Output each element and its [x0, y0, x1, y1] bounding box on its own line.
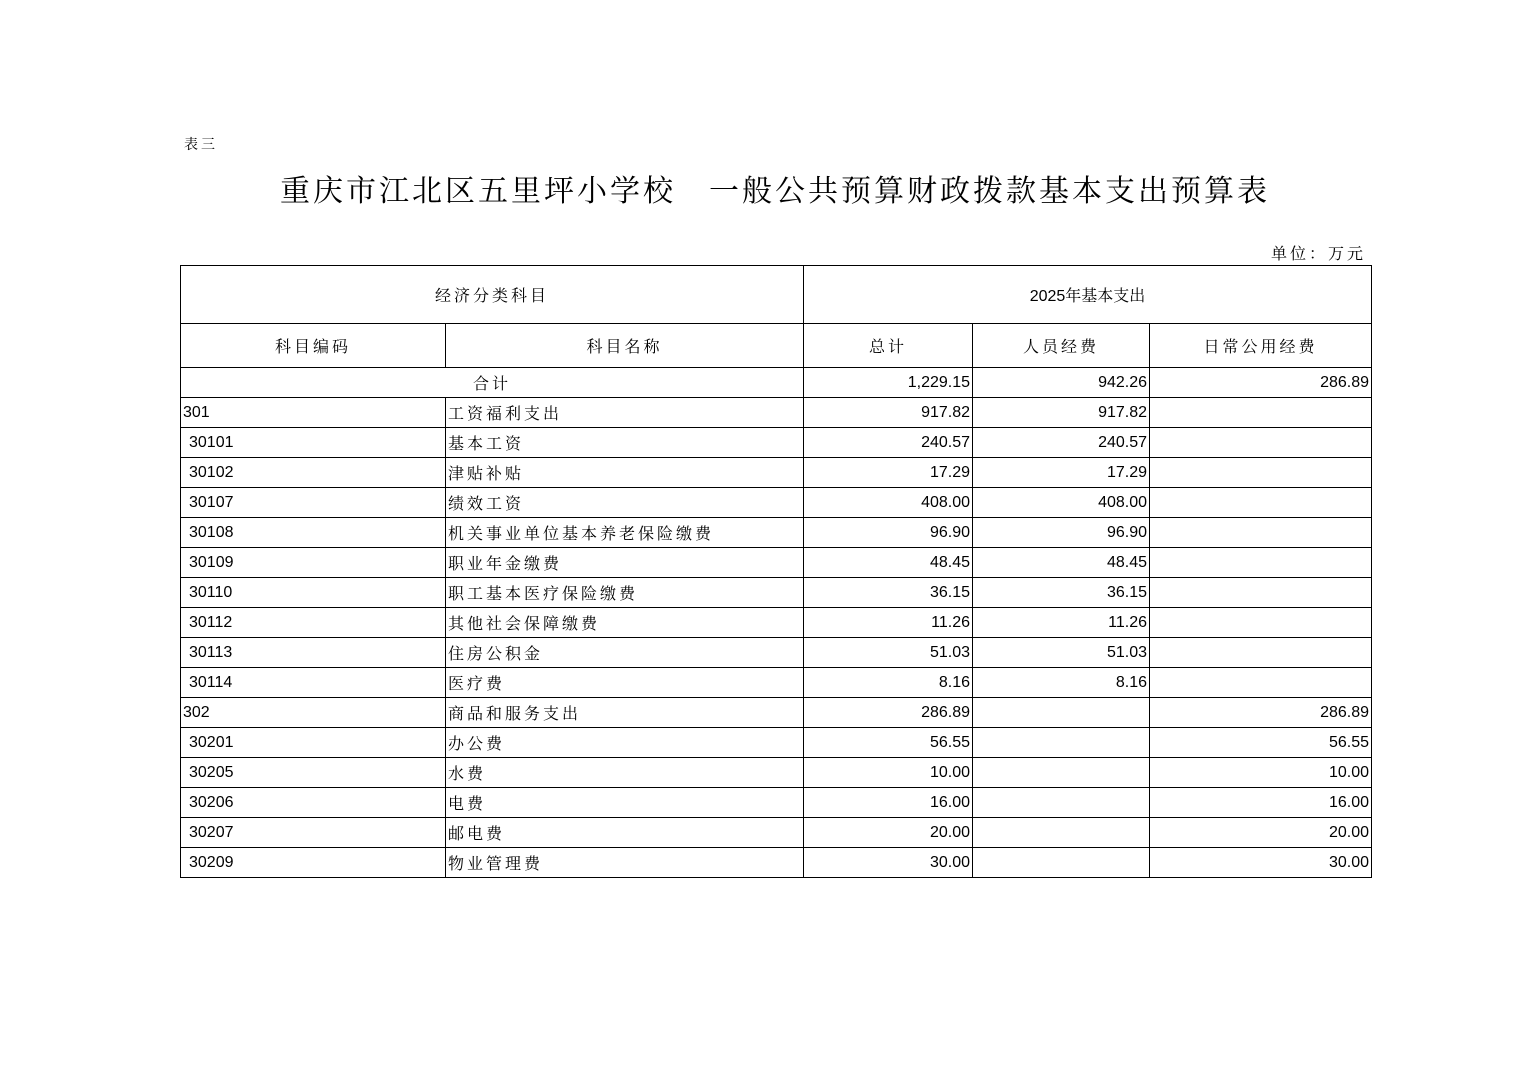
row-public	[1150, 518, 1372, 548]
row-name: 基本工资	[446, 428, 804, 458]
header-year-group: 2025年基本支出	[804, 266, 1372, 324]
header-economic-category: 经济分类科目	[181, 266, 804, 324]
row-total: 917.82	[804, 398, 973, 428]
unit-note: 单位：万元	[1270, 246, 1366, 263]
page-title: 重庆市江北区五里坪小学校 一般公共预算财政拨款基本支出预算表	[280, 175, 1270, 208]
table-row	[181, 848, 1372, 878]
row-code: 302	[181, 698, 446, 728]
row-total: 240.57	[804, 428, 973, 458]
row-code: 30102	[181, 458, 446, 488]
row-name: 职业年金缴费	[446, 548, 804, 578]
row-personnel: 8.16	[973, 668, 1150, 698]
row-public: 30.00	[1150, 848, 1372, 878]
row-public	[1150, 458, 1372, 488]
row-public	[1150, 398, 1372, 428]
summary-public: 286.89	[1150, 368, 1372, 398]
row-personnel	[973, 788, 1150, 818]
table-label: 表三	[184, 136, 218, 152]
table-row	[181, 728, 1372, 758]
row-public	[1150, 428, 1372, 458]
table-row	[181, 458, 1372, 488]
budget-table	[180, 265, 1372, 878]
table-row	[181, 578, 1372, 608]
row-code: 301	[181, 398, 446, 428]
row-code: 30110	[181, 578, 446, 608]
row-name: 电费	[446, 788, 804, 818]
row-code: 30107	[181, 488, 446, 518]
row-total: 408.00	[804, 488, 973, 518]
row-personnel: 240.57	[973, 428, 1150, 458]
row-total: 56.55	[804, 728, 973, 758]
row-name: 水费	[446, 758, 804, 788]
row-public: 286.89	[1150, 698, 1372, 728]
row-name: 机关事业单位基本养老保险缴费	[446, 518, 804, 548]
row-name: 绩效工资	[446, 488, 804, 518]
row-code: 30206	[181, 788, 446, 818]
row-personnel: 917.82	[973, 398, 1150, 428]
table-row	[181, 818, 1372, 848]
table-row	[181, 668, 1372, 698]
row-code: 30108	[181, 518, 446, 548]
row-personnel	[973, 758, 1150, 788]
row-personnel	[973, 848, 1150, 878]
row-public	[1150, 578, 1372, 608]
table-row	[181, 698, 1372, 728]
row-personnel: 36.15	[973, 578, 1150, 608]
row-name: 邮电费	[446, 818, 804, 848]
row-name: 职工基本医疗保险缴费	[446, 578, 804, 608]
header-total: 总计	[804, 324, 973, 368]
row-total: 36.15	[804, 578, 973, 608]
row-code: 30207	[181, 818, 446, 848]
row-public	[1150, 668, 1372, 698]
table-row	[181, 638, 1372, 668]
row-total: 10.00	[804, 758, 973, 788]
row-public	[1150, 608, 1372, 638]
row-total: 96.90	[804, 518, 973, 548]
row-code: 30109	[181, 548, 446, 578]
row-public	[1150, 488, 1372, 518]
table-row	[181, 758, 1372, 788]
row-name: 商品和服务支出	[446, 698, 804, 728]
row-personnel: 408.00	[973, 488, 1150, 518]
table-body	[181, 368, 1372, 878]
row-personnel: 51.03	[973, 638, 1150, 668]
table-row	[181, 548, 1372, 578]
row-total: 286.89	[804, 698, 973, 728]
row-public: 10.00	[1150, 758, 1372, 788]
table-row	[181, 608, 1372, 638]
row-personnel	[973, 728, 1150, 758]
row-personnel: 17.29	[973, 458, 1150, 488]
row-public: 16.00	[1150, 788, 1372, 818]
row-total: 20.00	[804, 818, 973, 848]
row-code: 30112	[181, 608, 446, 638]
row-name: 工资福利支出	[446, 398, 804, 428]
row-personnel	[973, 698, 1150, 728]
row-name: 其他社会保障缴费	[446, 608, 804, 638]
row-code: 30113	[181, 638, 446, 668]
row-name: 住房公积金	[446, 638, 804, 668]
header-public: 日常公用经费	[1150, 324, 1372, 368]
row-personnel	[973, 818, 1150, 848]
row-total: 11.26	[804, 608, 973, 638]
row-name: 津贴补贴	[446, 458, 804, 488]
summary-row	[181, 368, 1372, 398]
row-code: 30201	[181, 728, 446, 758]
row-total: 8.16	[804, 668, 973, 698]
row-name: 物业管理费	[446, 848, 804, 878]
row-name: 办公费	[446, 728, 804, 758]
table-row	[181, 788, 1372, 818]
table-row	[181, 428, 1372, 458]
header-name: 科目名称	[446, 324, 804, 368]
row-code: 30209	[181, 848, 446, 878]
summary-personnel: 942.26	[973, 368, 1150, 398]
row-code: 30101	[181, 428, 446, 458]
row-code: 30205	[181, 758, 446, 788]
table-row	[181, 518, 1372, 548]
row-total: 51.03	[804, 638, 973, 668]
header-personnel: 人员经费	[973, 324, 1150, 368]
table-row	[181, 398, 1372, 428]
row-total: 30.00	[804, 848, 973, 878]
row-public: 20.00	[1150, 818, 1372, 848]
row-total: 48.45	[804, 548, 973, 578]
row-personnel: 11.26	[973, 608, 1150, 638]
row-total: 17.29	[804, 458, 973, 488]
summary-label: 合计	[181, 368, 804, 398]
row-code: 30114	[181, 668, 446, 698]
row-personnel: 48.45	[973, 548, 1150, 578]
row-total: 16.00	[804, 788, 973, 818]
row-personnel: 96.90	[973, 518, 1150, 548]
header-code: 科目编码	[181, 324, 446, 368]
table-row	[181, 488, 1372, 518]
summary-total: 1,229.15	[804, 368, 973, 398]
row-public	[1150, 638, 1372, 668]
row-public: 56.55	[1150, 728, 1372, 758]
row-name: 医疗费	[446, 668, 804, 698]
row-public	[1150, 548, 1372, 578]
